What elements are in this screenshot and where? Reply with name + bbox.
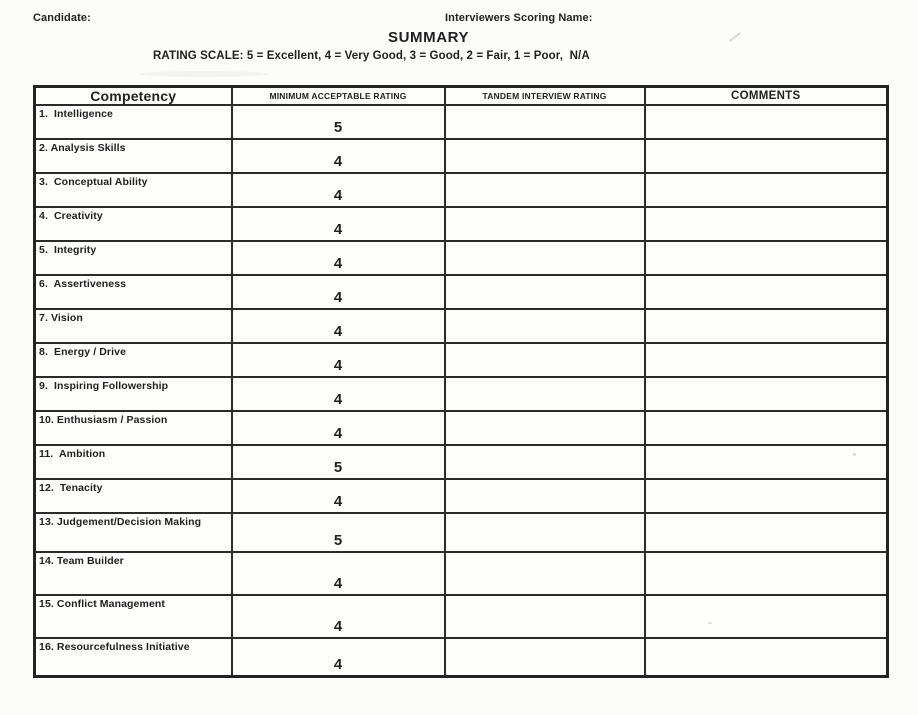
tandem-rating-cell — [445, 377, 645, 411]
competency-column-header: Competency — [35, 87, 232, 106]
competency-cell: 5. Integrity — [35, 241, 232, 275]
tandem-rating-cell — [445, 552, 645, 595]
table-row — [35, 595, 888, 638]
tandem-rating-cell — [445, 173, 645, 207]
table-row — [35, 105, 888, 139]
minimum-rating-cell: 4 — [232, 377, 445, 411]
competency-cell: 16. Resourcefulness Initiative — [35, 638, 232, 676]
competency-cell: 6. Assertiveness — [35, 275, 232, 309]
scan-artifact — [729, 32, 741, 42]
table-row — [35, 411, 888, 445]
table-row — [35, 241, 888, 275]
comments-cell — [645, 139, 888, 173]
minimum-rating-cell: 4 — [232, 207, 445, 241]
table-row — [35, 207, 888, 241]
minimum-rating-cell: 4 — [232, 139, 445, 173]
minimum-rating-cell: 5 — [232, 445, 445, 479]
competency-cell: 9. Inspiring Followership — [35, 377, 232, 411]
competency-cell: 14. Team Builder — [35, 552, 232, 595]
tandem-rating-cell — [445, 105, 645, 139]
table-row — [35, 309, 888, 343]
tandem-rating-cell — [445, 275, 645, 309]
competency-cell: 10. Enthusiasm / Passion — [35, 411, 232, 445]
table-row — [35, 139, 888, 173]
competency-cell: 12. Tenacity — [35, 479, 232, 513]
comments-cell — [645, 309, 888, 343]
table-row — [35, 638, 888, 676]
table-row — [35, 445, 888, 479]
table-row — [35, 513, 888, 552]
comments-cell — [645, 638, 888, 676]
comments-cell — [645, 445, 888, 479]
comments-column-header: COMMENTS — [645, 87, 888, 106]
comments-cell — [645, 513, 888, 552]
competency-cell: 13. Judgement/Decision Making — [35, 513, 232, 552]
minimum-rating-cell: 4 — [232, 411, 445, 445]
comments-cell — [645, 377, 888, 411]
table-row — [35, 479, 888, 513]
tandem-rating-cell — [445, 595, 645, 638]
page-title: SUMMARY — [388, 29, 470, 46]
table-row — [35, 173, 888, 207]
table-row — [35, 275, 888, 309]
competency-cell: 11. Ambition — [35, 445, 232, 479]
minimum-rating-cell: 4 — [232, 479, 445, 513]
comments-cell — [645, 479, 888, 513]
comments-cell — [645, 343, 888, 377]
competency-cell: 15. Conflict Management — [35, 595, 232, 638]
comments-cell — [645, 275, 888, 309]
competency-cell: 1. Intelligence — [35, 105, 232, 139]
competency-cell: 7. Vision — [35, 309, 232, 343]
comments-cell — [645, 552, 888, 595]
tandem-rating-cell — [445, 638, 645, 676]
tandem-rating-cell — [445, 479, 645, 513]
minimum-rating-cell: 4 — [232, 638, 445, 676]
minimum-rating-cell: 5 — [232, 105, 445, 139]
scan-artifact — [140, 71, 270, 77]
tandem-rating-cell — [445, 207, 645, 241]
tandem-rating-cell — [445, 445, 645, 479]
comments-cell — [645, 241, 888, 275]
competency-cell: 8. Energy / Drive — [35, 343, 232, 377]
minimum-rating-cell: 4 — [232, 241, 445, 275]
competency-cell: 2. Analysis Skills — [35, 139, 232, 173]
table-row — [35, 343, 888, 377]
tandem-rating-cell — [445, 309, 645, 343]
table-row — [35, 377, 888, 411]
minimum-rating-cell: 4 — [232, 275, 445, 309]
candidate-label: Candidate: — [33, 12, 91, 24]
comments-cell — [645, 105, 888, 139]
interviewer-scoring-name-label: Interviewers Scoring Name: — [445, 12, 593, 24]
minimum-rating-cell: 4 — [232, 343, 445, 377]
minimum-rating-cell: 4 — [232, 552, 445, 595]
competency-cell: 3. Conceptual Ability — [35, 173, 232, 207]
tandem-rating-cell — [445, 513, 645, 552]
comments-cell — [645, 411, 888, 445]
tandem-rating-cell — [445, 241, 645, 275]
competency-cell: 4. Creativity — [35, 207, 232, 241]
table-header-row — [35, 87, 888, 106]
rating-scale-legend: RATING SCALE: 5 = Excellent, 4 = Very Good, 3 = Good, 2 = Fair, 1 = Poor, N/A — [153, 50, 590, 62]
tandem-rating-cell — [445, 411, 645, 445]
tandem-rating-column-header: TANDEM INTERVIEW RATING — [445, 87, 645, 106]
comments-cell — [645, 173, 888, 207]
minimum-rating-cell: 4 — [232, 173, 445, 207]
tandem-rating-cell — [445, 139, 645, 173]
comments-cell — [645, 207, 888, 241]
table-row — [35, 552, 888, 595]
minimum-rating-cell: 4 — [232, 595, 445, 638]
tandem-rating-cell — [445, 343, 645, 377]
scoring-table — [33, 85, 889, 678]
minimum-rating-cell: 5 — [232, 513, 445, 552]
comments-cell — [645, 595, 888, 638]
minimum-rating-cell: 4 — [232, 309, 445, 343]
minimum-rating-column-header: MINIMUM ACCEPTABLE RATING — [232, 87, 445, 106]
